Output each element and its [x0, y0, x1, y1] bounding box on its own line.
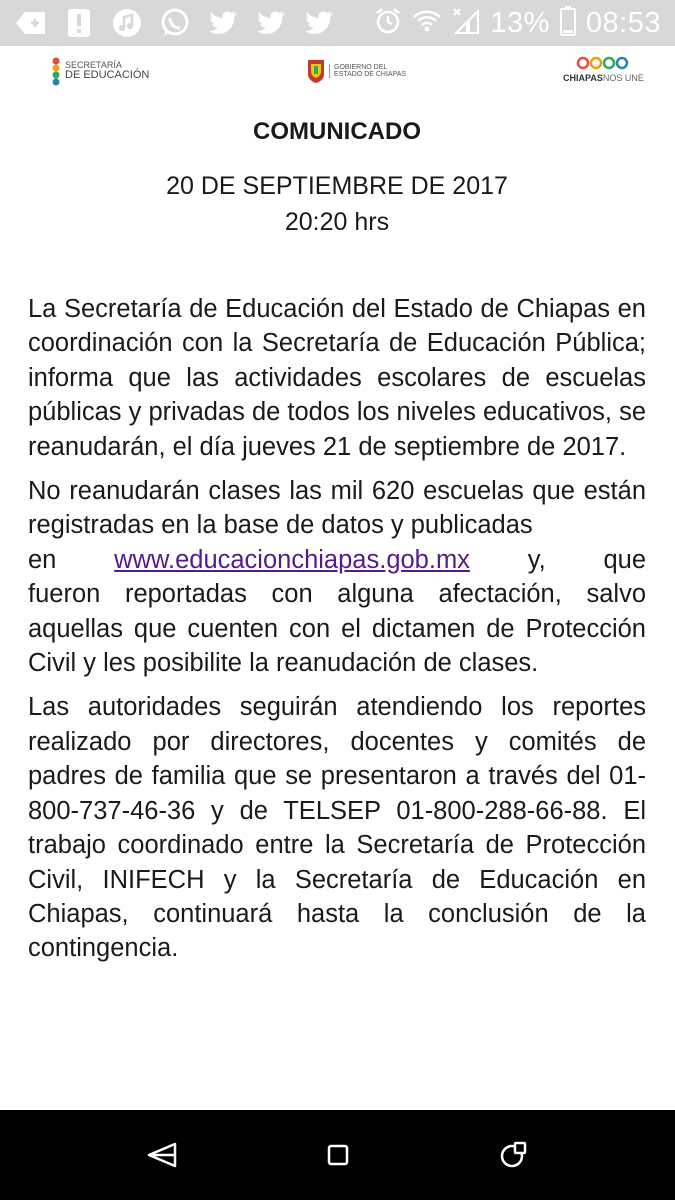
logo-left-line2: DE EDUCACIÓN [65, 69, 150, 81]
logo-right-bold: CHIAPAS [563, 73, 603, 83]
music-icon [110, 6, 144, 40]
secretaria-educacion-logo [50, 56, 149, 86]
signal-icon [452, 7, 480, 40]
logo-mark-icon [50, 56, 62, 86]
wifi-icon [412, 8, 442, 39]
status-bar [0, 0, 675, 46]
paragraph-2-link-line [28, 543, 646, 577]
back-icon[interactable] [145, 1138, 179, 1172]
recents-icon[interactable] [496, 1138, 530, 1172]
twitter-icon [254, 6, 288, 40]
coat-of-arms-icon [307, 58, 325, 84]
alert-icon [62, 6, 96, 40]
paragraph-3: Las autoridades seguirán atendiendo los reportes realizado por directores, docentes y comités de padres de familia que se presentaron a través del 01-800-737-46-36 y de TELSEP 01-800-288-66-88. El trabajo coordinado entre la Secretaría de Protección Civil, INIFECH y la Secretaría de Educación en Chiapas, continuará hasta la conclusión de la contingencia. [28, 693, 646, 963]
add-icon [14, 6, 48, 40]
header-logos [0, 54, 675, 94]
twitter-icon [302, 6, 336, 40]
logo-center-line1: GOBIERNO DEL [334, 64, 388, 71]
logo-left-line1: SECRETARÍA [65, 60, 122, 70]
paragraph-2-que: que [603, 545, 646, 574]
logo-right-rest: NOS UNE [602, 73, 644, 83]
chiapas-nos-une-logo [563, 56, 644, 83]
logo-center-line2: ESTADO DE CHIAPAS [334, 71, 407, 78]
paragraph-2-en: en [28, 545, 57, 574]
communique-document [28, 112, 646, 966]
rings-icon [575, 56, 631, 70]
paragraph-2-rest: fueron reportadas con alguna afectación, salvo aquellas que cuenten con el dictamen de Protección Civil y les posibilite la reanudación de clases. [28, 580, 646, 678]
paragraph-1: La Secretaría de Educación del Estado de Chiapas en coordinación con la Secretaría de Educación Pública; informa que las actividades escolares de escuelas públicas y privadas de todos los niveles educativos, se reanudarán, el día jueves 21 de septiembre de 2017. [28, 295, 647, 461]
paragraph-2-intro: No reanudarán clases las mil 620 escuelas que están registradas en la base de datos y publicadas [28, 477, 646, 540]
document-title: COMUNICADO [253, 118, 421, 145]
system-icons [374, 6, 661, 40]
battery-icon [560, 6, 576, 41]
alarm-icon [374, 7, 402, 40]
whatsapp-icon [158, 6, 192, 40]
gobierno-chiapas-logo [307, 58, 406, 84]
clock: 08:53 [585, 6, 661, 39]
document-time: 20:20 hrs [284, 208, 390, 236]
website-link[interactable]: www.educacionchiapas.gob.mx [114, 545, 470, 574]
battery-percent: 13% [490, 6, 550, 39]
twitter-icon [206, 6, 240, 40]
document-date: 20 DE SEPTIEMBRE DE 2017 [166, 172, 508, 200]
navigation-bar [0, 1110, 675, 1200]
home-icon[interactable] [321, 1138, 355, 1172]
paragraph-2 [28, 474, 646, 680]
notification-icons [14, 6, 336, 40]
paragraph-2-y: y, [527, 545, 546, 574]
